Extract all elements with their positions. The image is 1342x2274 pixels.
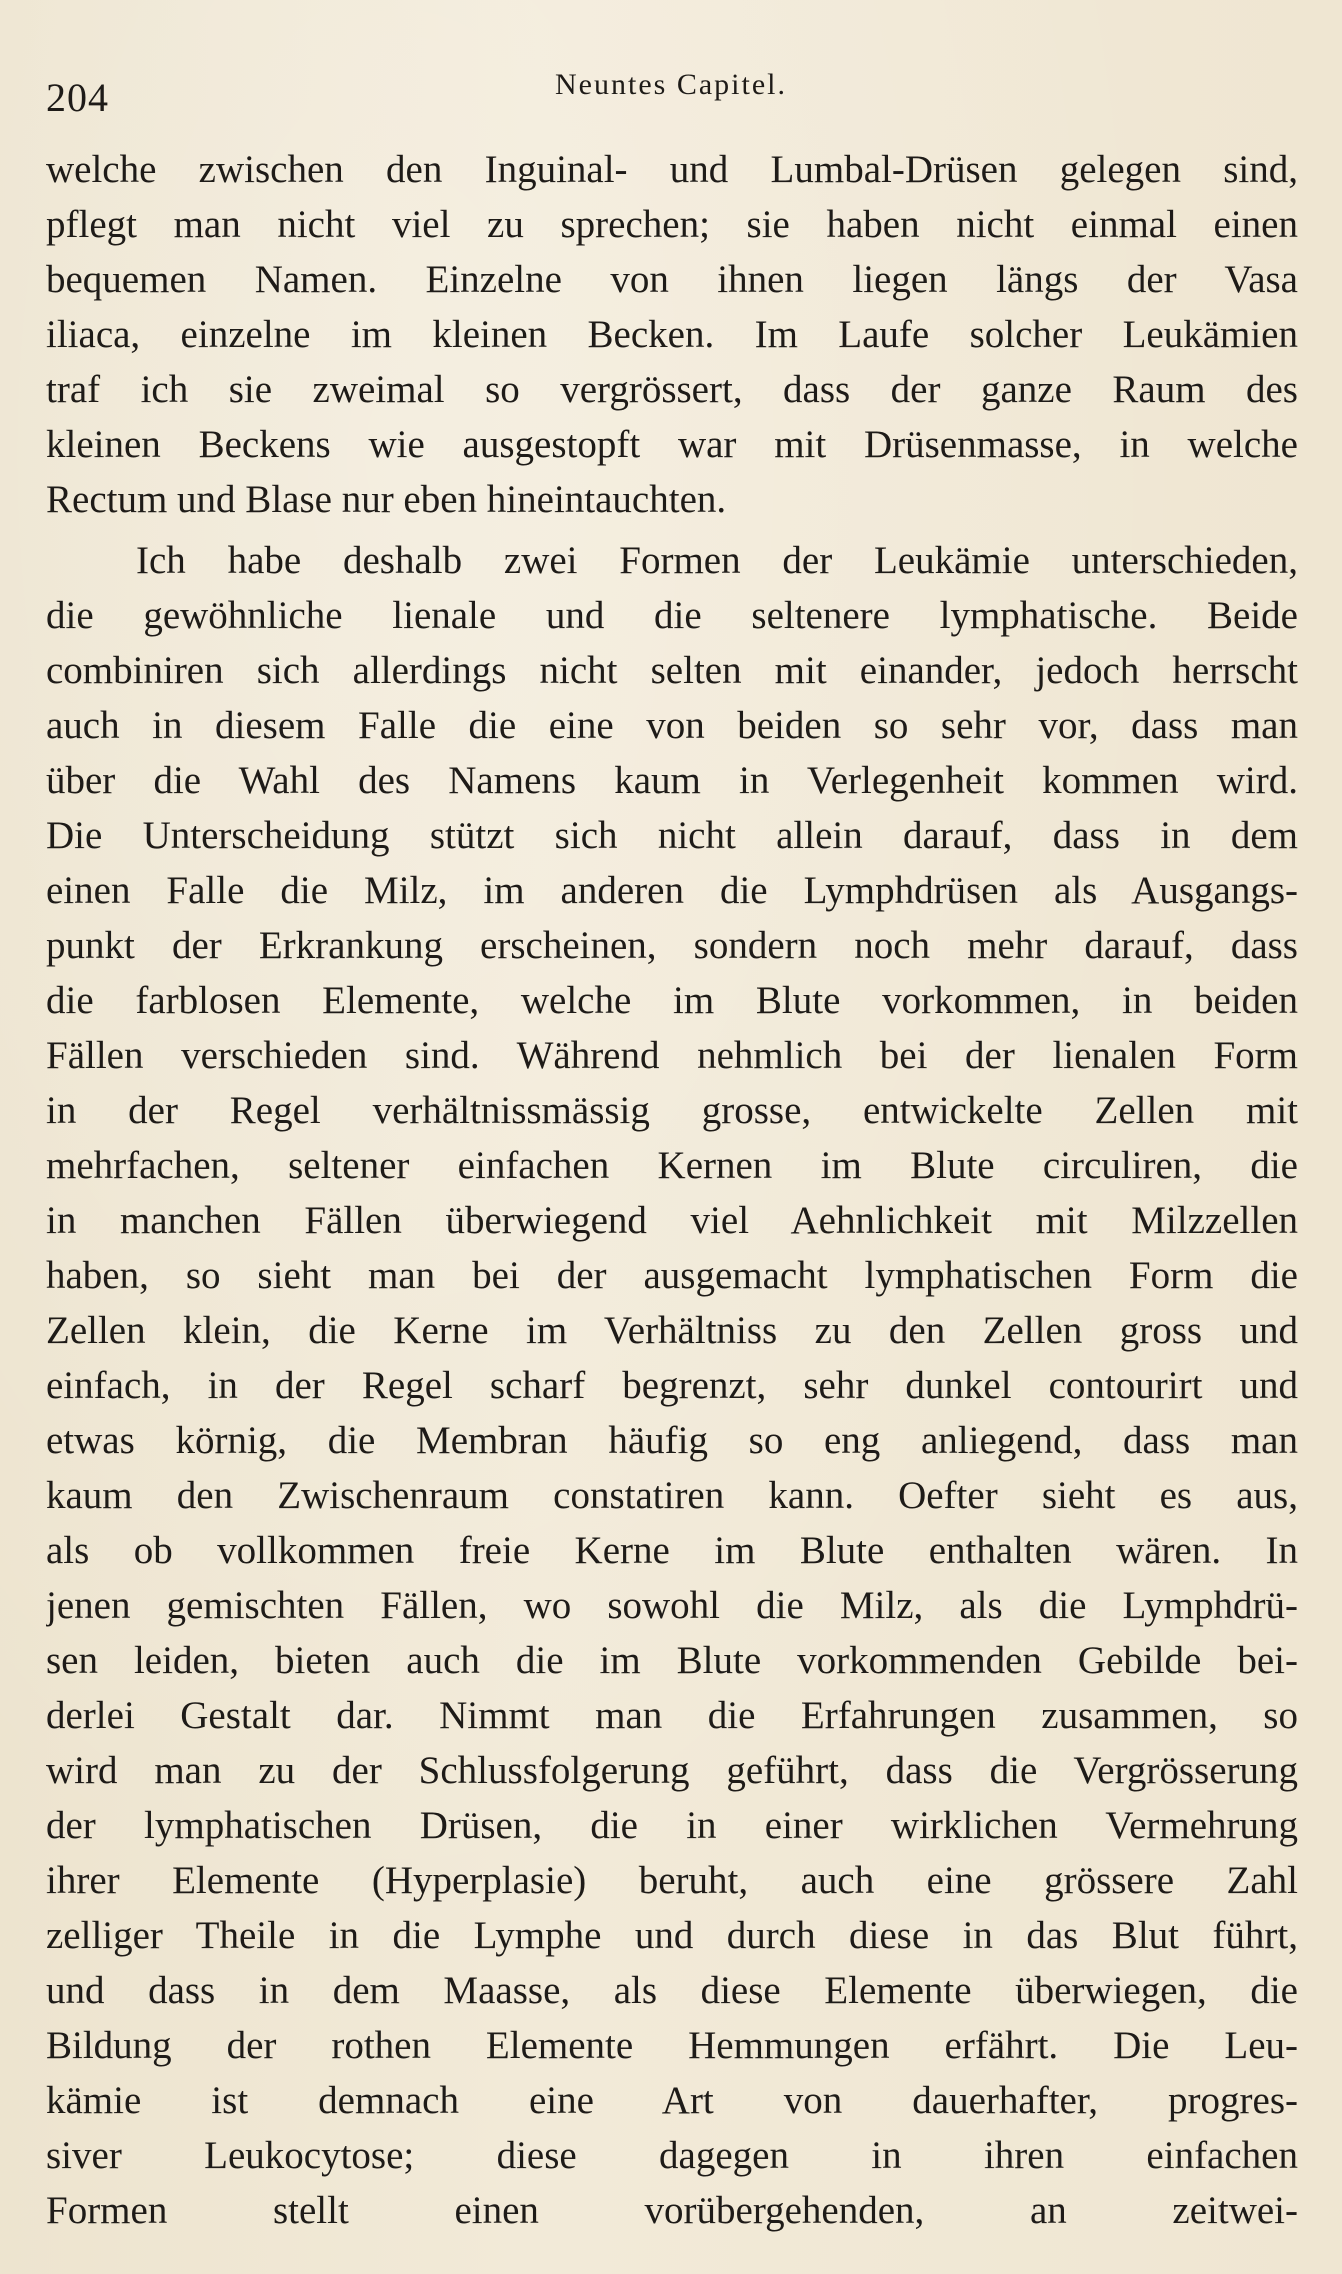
text-line: als ob vollkommen freie Kerne im Blute enthalten wären. In bbox=[46, 1529, 1298, 1572]
text-line: kleinen Beckens wie ausgestopft war mit Drüsenmasse, in welche bbox=[46, 423, 1298, 466]
text-line: haben, so sieht man bei der ausgemacht lymphatischen Form die bbox=[46, 1254, 1298, 1297]
text-line: Rectum und Blase nur eben hineintauchten. bbox=[46, 478, 727, 521]
text-line: mehrfachen, seltener einfachen Kernen im Blute circuliren, die bbox=[46, 1144, 1298, 1187]
text-line: punkt der Erkrankung erscheinen, sondern noch mehr darauf, dass bbox=[46, 924, 1298, 967]
page-number: 204 bbox=[46, 75, 109, 120]
text-line: welche zwischen den Inguinal- und Lumbal-Drüsen gelegen sind, bbox=[46, 148, 1298, 191]
text-line: kaum den Zwischenraum constatiren kann. Oefter sieht es aus, bbox=[46, 1474, 1298, 1517]
body-text bbox=[46, 142, 1298, 2238]
page-header bbox=[46, 62, 1296, 122]
text-line: traf ich sie zweimal so vergrössert, dass der ganze Raum des bbox=[46, 368, 1298, 411]
paragraph bbox=[46, 533, 1298, 2238]
text-line: siver Leukocytose; diese dagegen in ihren einfachen bbox=[46, 2134, 1298, 2177]
text-line: Fällen verschieden sind. Während nehmlich bei der lienalen Form bbox=[46, 1034, 1298, 1077]
text-line: einen Falle die Milz, im anderen die Lymphdrüsen als Ausgangs- bbox=[46, 869, 1298, 912]
text-line: iliaca, einzelne im kleinen Becken. Im Laufe solcher Leukämien bbox=[46, 313, 1298, 356]
text-line: Zellen klein, die Kerne im Verhältniss zu den Zellen gross und bbox=[46, 1309, 1298, 1352]
text-line: Bildung der rothen Elemente Hemmungen erfährt. Die Leu- bbox=[46, 2024, 1298, 2067]
running-head: Neuntes Capitel. bbox=[555, 68, 787, 101]
text-line: über die Wahl des Namens kaum in Verlegenheit kommen wird. bbox=[46, 759, 1298, 802]
text-line: in manchen Fällen überwiegend viel Aehnlichkeit mit Milzzellen bbox=[46, 1199, 1298, 1242]
paragraph bbox=[46, 142, 1298, 527]
text-line: jenen gemischten Fällen, wo sowohl die Milz, als die Lymphdrü- bbox=[46, 1584, 1298, 1627]
text-line: bequemen Namen. Einzelne von ihnen liegen längs der Vasa bbox=[46, 258, 1298, 301]
text-line: pflegt man nicht viel zu sprechen; sie haben nicht einmal einen bbox=[46, 203, 1298, 246]
text-line: Ich habe deshalb zwei Formen der Leukämie unterschieden, bbox=[136, 539, 1298, 582]
text-line: in der Regel verhältnissmässig grosse, entwickelte Zellen mit bbox=[46, 1089, 1298, 1132]
text-line: einfach, in der Regel scharf begrenzt, sehr dunkel contourirt und bbox=[46, 1364, 1298, 1407]
text-line: ihrer Elemente (Hyperplasie) beruht, auch eine grössere Zahl bbox=[46, 1859, 1298, 1902]
text-line: sen leiden, bieten auch die im Blute vorkommenden Gebilde bei- bbox=[46, 1639, 1298, 1682]
text-line: die farblosen Elemente, welche im Blute vorkommen, in beiden bbox=[46, 979, 1298, 1022]
text-line: der lymphatischen Drüsen, die in einer wirklichen Vermehrung bbox=[46, 1804, 1298, 1847]
text-line: Formen stellt einen vorübergehenden, an zeitwei- bbox=[46, 2189, 1298, 2232]
text-line: Die Unterscheidung stützt sich nicht allein darauf, dass in dem bbox=[46, 814, 1298, 857]
text-line: die gewöhnliche lienale und die seltenere lymphatische. Beide bbox=[46, 594, 1298, 637]
text-line: zelliger Theile in die Lymphe und durch diese in das Blut führt, bbox=[46, 1914, 1298, 1957]
text-line: kämie ist demnach eine Art von dauerhafter, progres- bbox=[46, 2079, 1298, 2122]
text-line: combiniren sich allerdings nicht selten mit einander, jedoch herrscht bbox=[46, 649, 1298, 692]
text-line: wird man zu der Schlussfolgerung geführt, dass die Vergrösserung bbox=[46, 1749, 1298, 1792]
text-line: und dass in dem Maasse, als diese Elemente überwiegen, die bbox=[46, 1969, 1298, 2012]
text-line: etwas körnig, die Membran häufig so eng anliegend, dass man bbox=[46, 1419, 1298, 1462]
text-line: auch in diesem Falle die eine von beiden so sehr vor, dass man bbox=[46, 704, 1298, 747]
text-line: derlei Gestalt dar. Nimmt man die Erfahrungen zusammen, so bbox=[46, 1694, 1298, 1737]
